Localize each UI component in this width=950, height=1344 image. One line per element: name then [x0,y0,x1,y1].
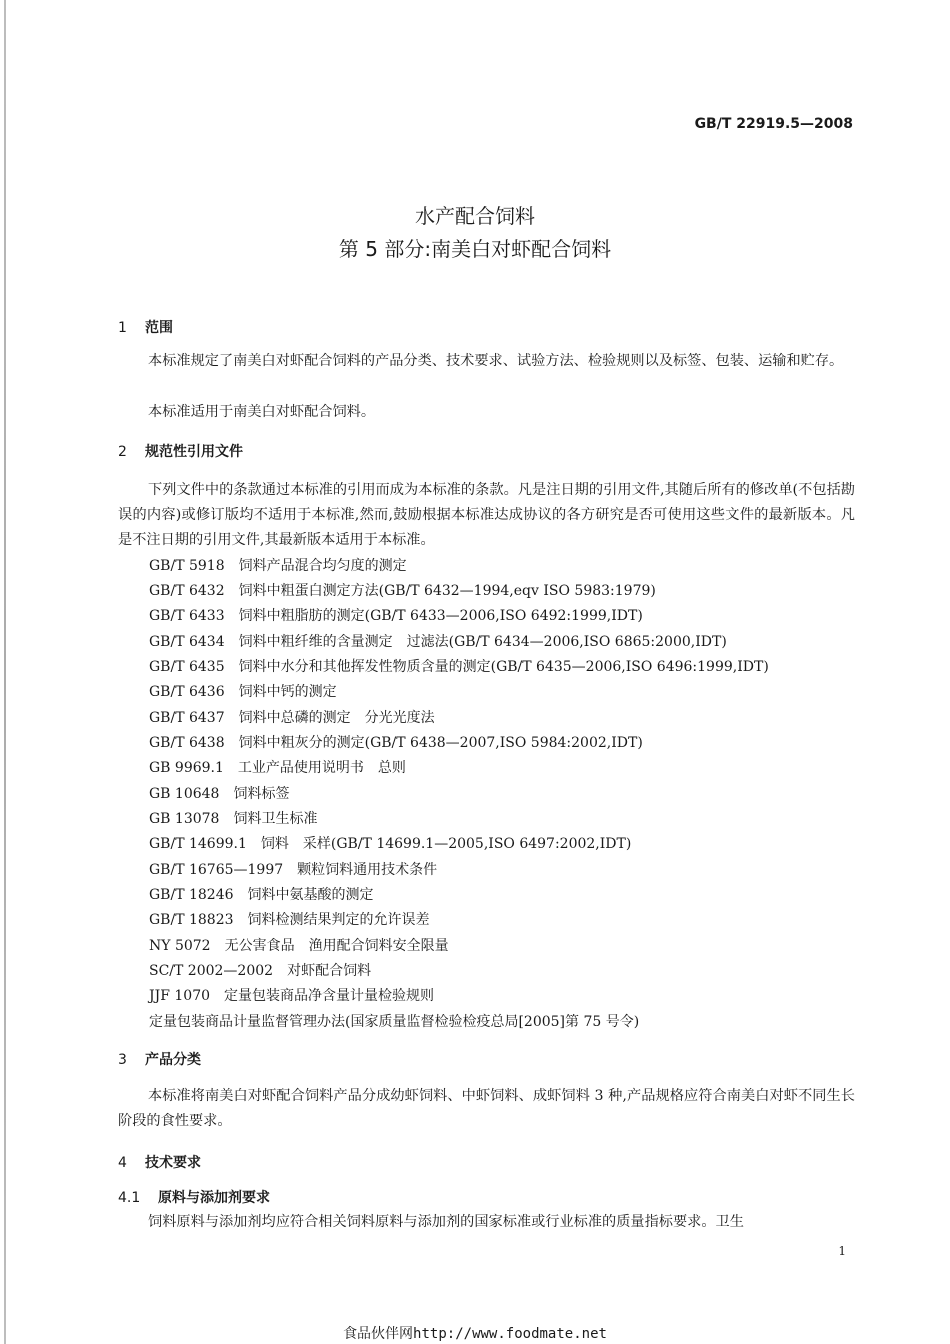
reference-title: 饲料 采样(GB/T 14699.1—2005,ISO 6497:2002,IDT) [260,836,632,852]
reference-item [149,656,769,676]
reference-item [149,605,643,625]
subsection-number: 4.1 [118,1190,141,1206]
reference-item [149,808,317,828]
reference-item [149,909,430,929]
reference-code: GB/T 18823 [149,912,234,928]
reference-title: 饲料产品混合均匀度的测定 [238,558,407,574]
reference-title: 无公害食品 渔用配合饲料安全限量 [224,938,449,954]
reference-code: GB/T 6433 [149,608,225,624]
reference-code: GB/T 6438 [149,735,225,751]
reference-code: GB 10648 [149,786,220,802]
reference-title: 饲料中水分和其他挥发性物质含量的测定(GB/T 6435—2006,ISO 6496:1999,IDT) [238,659,769,675]
section-heading-product-classification [118,1049,201,1069]
reference-item [149,783,289,803]
reference-code: GB/T 6436 [149,684,225,700]
reference-title: 饲料中粗纤维的含量测定 过滤法(GB/T 6434—2006,ISO 6865:2000,IDT) [238,634,727,650]
reference-title: 饲料中钙的测定 [238,684,337,700]
reference-item [149,1011,639,1031]
reference-code: GB 13078 [149,811,220,827]
paragraph: 本标准规定了南美白对虾配合饲料的产品分类、技术要求、试验方法、检验规则以及标签、包装、运输和贮存。 [148,353,844,369]
reference-item [149,732,643,752]
reference-item [149,935,449,955]
reference-code: SC/T 2002—2002 [149,963,274,979]
reference-title: 饲料中氨基酸的测定 [247,887,374,903]
reference-item [149,859,437,879]
section-heading-scope [118,317,173,337]
paragraph: 饲料原料与添加剂均应符合相关饲料原料与添加剂的国家标准或行业标准的质量指标要求。卫生 [148,1214,744,1230]
reference-title: 饲料卫生标准 [233,811,318,827]
paragraph: 下列文件中的条款通过本标准的引用而成为本标准的条款。凡是注日期的引用文件,其随后所有的修改单(不包括勘误的内容)或修订版均不适用于本标准,然而,鼓励根据本标准达成协议的各方研究是否可使用这些文件的最新版本。凡是不注日期的引用文件,其最新版本适用于本标准。 [118,482,855,548]
reference-code: NY 5072 [149,938,211,954]
paragraph: 本标准适用于南美白对虾配合饲料。 [148,404,376,420]
reference-code: GB/T 6435 [149,659,225,675]
footer-watermark: 食品伙伴网http://www.foodmate.net [343,1326,607,1342]
section-title: 范围 [145,320,173,336]
section-title: 产品分类 [145,1052,201,1068]
reference-title: 饲料中粗蛋白测定方法(GB/T 6432—1994,eqv ISO 5983:1979) [238,583,656,599]
paragraph: 本标准将南美白对虾配合饲料产品分成幼虾饲料、中虾饲料、成虾饲料 3 种,产品规格应符合南美白对虾不同生长阶段的食性要求。 [118,1088,855,1129]
reference-item [149,555,407,575]
reference-title: 定量包装商品计量监督管理办法(国家质量监督检验检疫总局[2005]第 75 号令) [149,1014,640,1030]
reference-title: 饲料中粗脂肪的测定(GB/T 6433—2006,ISO 6492:1999,IDT) [238,608,643,624]
reference-code: GB/T 6437 [149,710,225,726]
reference-item [149,707,435,727]
subsection-title: 原料与添加剂要求 [158,1190,270,1206]
section-heading-normative-references [118,441,243,461]
reference-title: 定量包装商品净含量计量检验规则 [224,988,435,1004]
reference-item [149,884,374,904]
document-title: 水产配合饲料 [415,204,535,228]
reference-title: 对虾配合饲料 [287,963,372,979]
section-number: 4 [118,1155,127,1171]
reference-item [149,631,727,651]
document-subtitle: 第 5 部分:南美白对虾配合饲料 [338,237,612,261]
reference-item [149,960,371,980]
reference-item [149,580,656,600]
reference-title: 工业产品使用说明书 总则 [237,760,406,776]
reference-code: GB/T 6434 [149,634,225,650]
reference-item [149,833,631,853]
reference-item [149,681,337,701]
reference-code: GB/T 5918 [149,558,225,574]
section-title: 规范性引用文件 [145,444,243,460]
section-title: 技术要求 [145,1155,201,1171]
reference-code: GB/T 14699.1 [149,836,247,852]
reference-title: 颗粒饲料通用技术条件 [297,862,438,878]
reference-title: 饲料检测结果判定的允许误差 [247,912,430,928]
reference-title: 饲料中粗灰分的测定(GB/T 6438—2007,ISO 5984:2002,IDT) [238,735,643,751]
page-number: 1 [838,1244,846,1258]
standard-code: GB/T 22919.5—2008 [694,116,853,132]
reference-code: GB/T 16765—1997 [149,862,284,878]
reference-title: 饲料标签 [233,786,290,802]
section-number: 2 [118,444,127,460]
reference-code: GB/T 18246 [149,887,234,903]
section-number: 3 [118,1052,127,1068]
reference-title: 饲料中总磷的测定 分光光度法 [238,710,435,726]
reference-code: JJF 1070 [149,988,211,1004]
reference-item [149,757,406,777]
subsection-heading-raw-materials [118,1187,270,1207]
section-heading-technical-requirements [118,1152,201,1172]
reference-code: GB 9969.1 [149,760,224,776]
reference-item [149,985,434,1005]
reference-code: GB/T 6432 [149,583,225,599]
section-number: 1 [118,320,127,336]
